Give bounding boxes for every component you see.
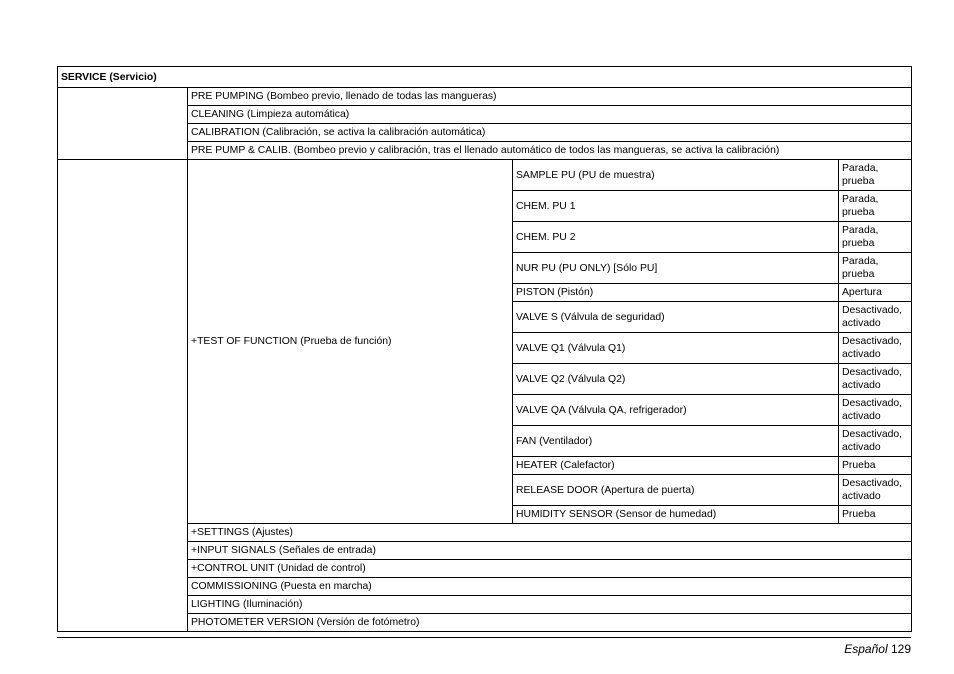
- menu-item: COMMISSIONING (Puesta en marcha): [188, 578, 912, 596]
- function-item: CHEM. PU 1: [513, 191, 839, 222]
- function-item: NUR PU (PU ONLY) [Sólo PU]: [513, 253, 839, 284]
- function-item: VALVE QA (Válvula QA, refrigerador): [513, 395, 839, 426]
- menu-item: +SETTINGS (Ajustes): [188, 524, 912, 542]
- test-of-function-label: +TEST OF FUNCTION (Prueba de función): [188, 160, 513, 524]
- menu-item: PHOTOMETER VERSION (Versión de fotómetro): [188, 614, 912, 632]
- function-item: HUMIDITY SENSOR (Sensor de humedad): [513, 506, 839, 524]
- function-item: VALVE Q1 (Válvula Q1): [513, 333, 839, 364]
- page-footer: [844, 642, 911, 656]
- function-item: VALVE S (Válvula de seguridad): [513, 302, 839, 333]
- function-value: Desactivado, activado: [839, 333, 912, 364]
- menu-item: CLEANING (Limpieza automática): [188, 106, 912, 124]
- function-value: Desactivado, activado: [839, 302, 912, 333]
- function-value: Desactivado, activado: [839, 364, 912, 395]
- page-number: 129: [890, 642, 911, 656]
- function-item: RELEASE DOOR (Apertura de puerta): [513, 475, 839, 506]
- function-value: Parada, prueba: [839, 253, 912, 284]
- menu-item: PRE PUMPING (Bombeo previo, llenado de todas las mangueras): [188, 88, 912, 106]
- function-value: Desactivado, activado: [839, 395, 912, 426]
- function-item: FAN (Ventilador): [513, 426, 839, 457]
- empty-cell: [58, 88, 188, 160]
- function-item: CHEM. PU 2: [513, 222, 839, 253]
- function-item: SAMPLE PU (PU de muestra): [513, 160, 839, 191]
- menu-item: PRE PUMP & CALIB. (Bombeo previo y calibración, tras el llenado automático de todos las mangueras, se activa la calibración): [188, 142, 912, 160]
- function-value: Desactivado, activado: [839, 475, 912, 506]
- menu-item: +CONTROL UNIT (Unidad de control): [188, 560, 912, 578]
- menu-item: CALIBRATION (Calibración, se activa la calibración automática): [188, 124, 912, 142]
- function-item: PISTON (Pistón): [513, 284, 839, 302]
- function-value: Parada, prueba: [839, 160, 912, 191]
- function-value: Parada, prueba: [839, 191, 912, 222]
- function-item: HEATER (Calefactor): [513, 457, 839, 475]
- empty-cell: [58, 160, 188, 632]
- menu-item: LIGHTING (Iluminación): [188, 596, 912, 614]
- function-value: Desactivado, activado: [839, 426, 912, 457]
- footer-divider: [57, 637, 911, 638]
- table-header: SERVICE (Servicio): [58, 67, 912, 88]
- function-value: Apertura: [839, 284, 912, 302]
- footer-language: Español: [844, 642, 888, 656]
- menu-item: +INPUT SIGNALS (Señales de entrada): [188, 542, 912, 560]
- function-value: Prueba: [839, 457, 912, 475]
- function-item: VALVE Q2 (Válvula Q2): [513, 364, 839, 395]
- function-value: Prueba: [839, 506, 912, 524]
- service-menu-table: [57, 66, 912, 632]
- function-value: Parada, prueba: [839, 222, 912, 253]
